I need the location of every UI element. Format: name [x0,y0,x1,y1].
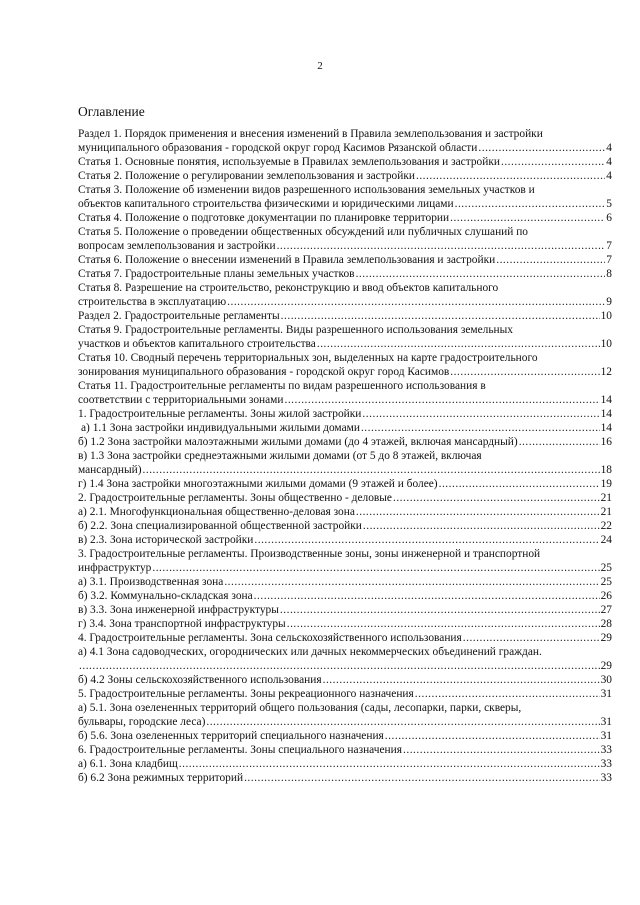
toc-entry[interactable] [78,603,612,617]
toc-entry[interactable] [78,505,612,519]
toc-entry[interactable] [78,407,612,421]
toc-entry-text: а) 2.1. Многофункциональная общественно-деловая зона [78,506,355,518]
toc-entry-text: инфраструктур [78,562,152,574]
toc-entry[interactable] [78,379,612,407]
toc-entry[interactable] [78,547,612,575]
toc-entry-text: зонирования муниципального образования - городской округ город Касимов [78,366,450,378]
toc-entry-text: б) 1.2 Зона застройки малоэтажными жилыми домами (до 4 этажей, включая мансардный) [78,436,518,448]
dot-leader [224,575,599,589]
toc-page-number: 29 [600,660,612,672]
toc-entry[interactable] [78,631,612,645]
toc-page-number: 18 [600,464,612,476]
toc-entry[interactable] [78,491,612,505]
toc-entry-text: б) 3.2. Коммунально-складская зона [78,590,253,602]
dot-leader [416,169,605,183]
dot-leader [385,729,600,743]
dot-leader [323,673,600,687]
dot-leader [152,561,599,575]
dot-leader [496,253,605,267]
toc-entry[interactable] [78,253,612,267]
toc-entry-text: 4. Градостроительные регламенты. Зона сельскохозяйственного использования [78,632,462,644]
toc-page-number: 16 [600,436,612,448]
toc-entry-text: Статья 7. Градостроительные планы земельных участков [78,268,355,280]
toc-entry-text: 6. Градостроительные регламенты. Зоны специального назначения [78,744,402,756]
toc-page-number: 24 [600,534,612,546]
dot-leader [317,337,600,351]
toc-entry-text: Раздел 2. Градостроительные регламенты [78,310,280,322]
toc-entry-text: Статья 11. Градостроительные регламенты по видам разрешенного использования в [78,380,486,392]
toc-entry-text: бульвары, городские леса) [78,716,206,728]
toc-entry[interactable] [78,589,612,603]
toc-page-number: 19 [600,478,612,490]
toc-entry[interactable] [78,281,612,309]
toc-entry[interactable] [78,267,612,281]
toc-entry-text: Статья 2. Положение о регулировании землепользования и застройки [78,170,415,182]
toc-entry[interactable] [78,421,612,435]
toc-entry-text: участков и объектов капитального строительства [78,338,316,350]
toc-page-number: 7 [606,254,612,266]
toc-entry[interactable] [78,575,612,589]
toc-page-number: 25 [600,562,612,574]
toc-entry-text: Статья 1. Основные понятия, используемые в Правилах землепользования и застройки [78,156,500,168]
toc-page-number: 12 [600,366,612,378]
dot-leader [463,631,600,645]
dot-leader [356,267,606,281]
toc-entry[interactable] [78,211,612,225]
toc-entry[interactable] [78,533,612,547]
dot-leader [287,617,600,631]
dot-leader [284,393,599,407]
toc-entry[interactable] [78,351,612,379]
toc-entry-text: г) 1.4 Зона застройки многоэтажными жилыми домами (9 этажей и более) [78,478,438,490]
toc-heading: Оглавление [78,104,145,119]
toc-page-number: 33 [600,772,612,784]
toc-entry-text: строительства в эксплуатацию [78,296,227,308]
dot-leader [393,491,600,505]
dot-leader [450,211,605,225]
toc-entry-text: а) 5.1. Зона озелененных территорий общего пользования (сады, лесопарки, парки, скверы, [78,702,522,714]
toc-entry-text: а) 3.1. Производственная зона [78,576,224,588]
table-of-contents [78,127,612,785]
toc-entry[interactable] [78,757,612,771]
toc-entry[interactable] [78,449,612,477]
toc-page-number: 10 [600,310,612,322]
toc-entry-text: муниципального образования - городской округ город Касимов Рязанской области [78,142,478,154]
toc-entry-text: соответствии с территориальными зонами [78,394,284,406]
toc-page-number: 29 [600,632,612,644]
dot-leader [277,239,606,253]
toc-page-number: 6 [606,212,612,224]
toc-entry[interactable] [78,155,612,169]
dot-leader [254,589,600,603]
toc-page-number: 31 [600,716,612,728]
toc-entry[interactable] [78,183,612,211]
toc-entry-text: Статья 3. Положение об изменении видов разрешенного использования земельных участков и [78,184,535,196]
toc-entry[interactable] [78,701,612,729]
toc-entry-text: Статья 10. Сводный перечень территориальных зон, выделенных на карте градостроительного [78,352,538,364]
dot-leader [415,687,600,701]
toc-entry[interactable] [78,323,612,351]
toc-entry-text: а) 1.1 Зона застройки индивидуальными жилыми домами [81,422,360,434]
toc-entry-text: б) 2.2. Зона специализированной общественной застройки [78,520,362,532]
dot-leader [281,309,600,323]
dot-leader [79,659,600,673]
toc-entry-text: б) 5.6. Зона озелененных территорий специального назначения [78,730,384,742]
toc-entry-text: Статья 8. Разрешение на строительство, реконструкцию и ввод объектов капитального [78,282,499,294]
toc-page-number: 31 [600,730,612,742]
toc-entry[interactable] [78,743,612,757]
toc-page-number: 25 [600,576,612,588]
toc-page-number: 26 [600,590,612,602]
toc-entry-text: 5. Градостроительные регламенты. Зоны рекреационного назначения [78,688,414,700]
toc-entry-text: а) 4.1 Зона садоводческих, огороднических или дачных некоммерческих объединений граждан. [78,646,542,658]
dot-leader [519,435,600,449]
toc-entry[interactable] [78,771,612,785]
dot-leader [179,757,600,771]
dot-leader [143,463,600,477]
toc-entry-text: в) 2.3. Зона исторической застройки [78,534,254,546]
page-number: 2 [317,60,323,72]
toc-page-number: 14 [600,408,612,420]
dot-leader [227,295,605,309]
toc-page-number: 21 [600,492,612,504]
toc-entry-text: вопросам землепользования и застройки [78,240,276,252]
dot-leader [361,421,600,435]
toc-entry[interactable] [78,617,612,631]
toc-page-number: 9 [606,296,612,308]
toc-page-number: 27 [600,604,612,616]
toc-entry-text: Раздел 1. Порядок применения и внесения изменений в Правила землепользования и застройки [78,128,543,140]
dot-leader [206,715,599,729]
toc-page-number: 8 [606,268,612,280]
toc-entry-text: а) 6.1. Зона кладбищ [78,758,178,770]
toc-entry-text: 1. Градостроительные регламенты. Зоны жилой застройки [78,408,362,420]
toc-page-number: 28 [600,618,612,630]
toc-entry[interactable] [78,309,612,323]
toc-page-number: 33 [600,744,612,756]
dot-leader [254,533,599,547]
dot-leader [362,407,599,421]
toc-entry-text: Статья 5. Положение о проведении общественных обсуждений или публичных слушаний по [78,226,528,238]
dot-leader [478,141,605,155]
toc-page-number: 14 [600,422,612,434]
dot-leader [501,155,605,169]
toc-page-number: 4 [606,142,612,154]
toc-entry-text: 2. Градостроительные регламенты. Зоны общественно - деловые [78,492,392,504]
toc-page-number: 33 [600,758,612,770]
toc-entry[interactable] [78,673,612,687]
dot-leader [450,365,599,379]
toc-entry-text: в) 1.3 Зона застройки среднеэтажными жилыми домами (от 5 до 8 этажей, включая [78,450,482,462]
toc-page-number: 30 [600,674,612,686]
toc-entry-text: в) 3.3. Зона инженерной инфраструктуры [78,604,279,616]
toc-entry-text: б) 4.2 Зоны сельскохозяйственного использования [78,674,322,686]
toc-entry-text: объектов капитального строительства физическими и юридическими лицами [78,198,454,210]
dot-leader [356,505,600,519]
toc-entry-text: г) 3.4. Зона транспортной инфраструктуры [78,618,286,630]
toc-page-number: 21 [600,506,612,518]
toc-entry[interactable] [78,519,612,533]
toc-page-number: 7 [606,240,612,252]
toc-entry[interactable] [78,225,612,253]
dot-leader [455,197,606,211]
dot-leader [280,603,600,617]
toc-page-number: 14 [600,394,612,406]
toc-page-number: 10 [600,338,612,350]
toc-page-number: 22 [600,520,612,532]
toc-entry-text: Статья 9. Градостроительные регламенты. Виды разрешенного использования земельных [78,324,514,336]
toc-entry-text: Статья 6. Положение о внесении изменений в Правила землепользования и застройки [78,254,496,266]
toc-entry[interactable] [78,127,612,155]
dot-leader [403,743,600,757]
toc-page-number: 4 [606,156,612,168]
toc-page-number: 4 [606,170,612,182]
toc-page-number: 5 [606,198,612,210]
toc-entry[interactable] [78,645,612,673]
toc-entry-text: 3. Градостроительные регламенты. Производственные зоны, зоны инженерной и транспортной [78,548,541,560]
dot-leader [439,477,600,491]
toc-page-number: 31 [600,688,612,700]
toc-entry-text: б) 6.2 Зона режимных территорий [78,772,244,784]
toc-entry[interactable] [78,435,612,449]
dot-leader [244,771,600,785]
toc-entry[interactable] [78,687,612,701]
toc-entry[interactable] [78,477,612,491]
toc-entry-text: Статья 4. Положение о подготовке документации по планировке территории [78,212,450,224]
dot-leader [363,519,600,533]
toc-entry[interactable] [78,169,612,183]
toc-entry-text: мансардный) [78,464,142,476]
toc-entry[interactable] [78,729,612,743]
